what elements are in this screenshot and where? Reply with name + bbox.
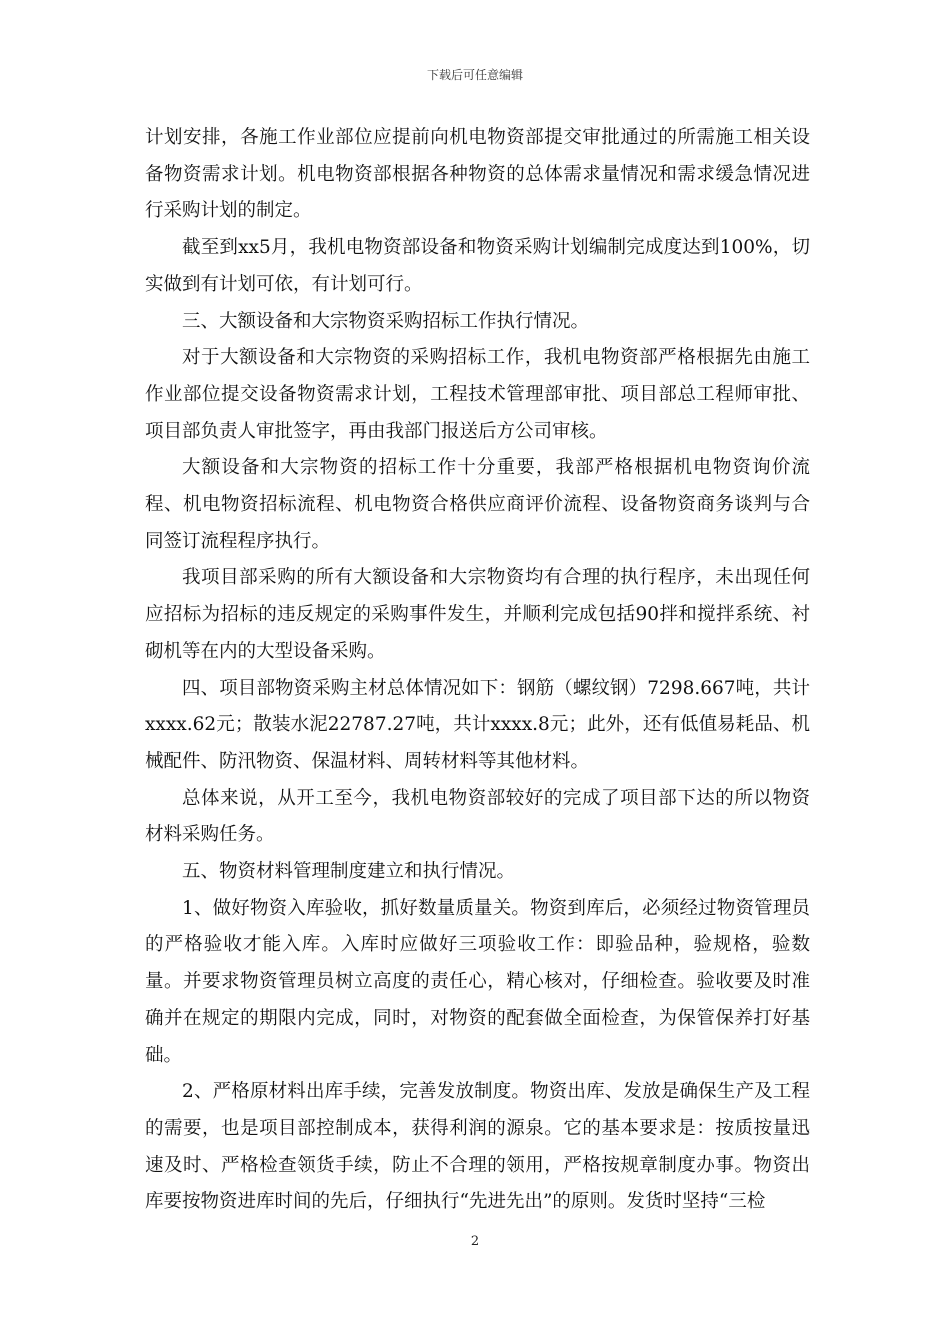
section-heading-5: 五、物资材料管理制度建立和执行情况。 (182, 861, 516, 883)
paragraph-procurement-result: 我项目部采购的所有大额设备和大宗物资均有合理的执行程序，未出现任何应招标为招标的违反规定的采购事件发生，并顺利完成包括90拌和搅拌系统、衬砌机等在内的大型设备采购。 (145, 567, 810, 662)
page-header: 下载后可任意编辑 (426, 68, 523, 82)
paragraph-continuation: 计划安排，各施工作业部位应提前向机电物资部提交审批通过的所需施工相关设备物资需求计划。机电物资部根据各种物资的总体需求量情况和需求缓急情况进行采购计划的制定。 (145, 127, 810, 222)
paragraph-item-2: 2、严格原材料出库手续，完善发放制度。物资出库、发放是确保生产及工程的需要，也是项目部控制成本，获得利润的源泉。它的基本要求是：按质按量迅速及时、严格检查领货手续，防止不合理的领用，严格按规章制度办事。物资出库要按物资进库时间的先后，仔细执行“先进先出”的原则。发货时坚持“三检 (145, 1081, 810, 1213)
paragraph-tender-process: 大额设备和大宗物资的招标工作十分重要，我部严格根据机电物资询价流程、机电物资招标流程、机电物资合格供应商评价流程、设备物资商务谈判与合同签订流程程序执行。 (145, 457, 810, 552)
paragraph-tender-approval: 对于大额设备和大宗物资的采购招标工作，我机电物资部严格根据先由施工作业部位提交设备物资需求计划，工程技术管理部审批、项目部总工程师审批、项目部负责人审批签字，再由我部门报送后方公司审核。 (145, 347, 810, 442)
paragraph-plan-completion: 截至到xx5月，我机电物资部设备和物资采购计划编制完成度达到100%，切实做到有计划可依，有计划可行。 (145, 237, 810, 295)
section-heading-4: 四、项目部物资采购主材总体情况如下：钢筋（螺纹钢）7298.667吨，共计xxxx.62元；散装水泥22787.27吨，共计xxxx.8元；此外，还有低值易耗品、机械配件、防汛物资、保温材料、周转材料等其他材料。 (145, 677, 810, 772)
document-body (145, 120, 810, 1221)
section-heading-3: 三、大额设备和大宗物资采购招标工作执行情况。 (182, 310, 590, 332)
paragraph-item-1: 1、做好物资入库验收，抓好数量质量关。物资到库后，必须经过物资管理员的严格验收才能入库。入库时应做好三项验收工作：即验品种，验规格，验数量。并要求物资管理员树立高度的责任心，精心核对，仔细检查。验收要及时准确并在规定的期限内完成，同时，对物资的配套做全面检查，为保管保养打好基础。 (145, 897, 810, 1066)
paragraph-summary: 总体来说，从开工至今，我机电物资部较好的完成了项目部下达的所以物资材料采购任务。 (145, 787, 810, 846)
page-number: 2 (470, 1234, 480, 1249)
